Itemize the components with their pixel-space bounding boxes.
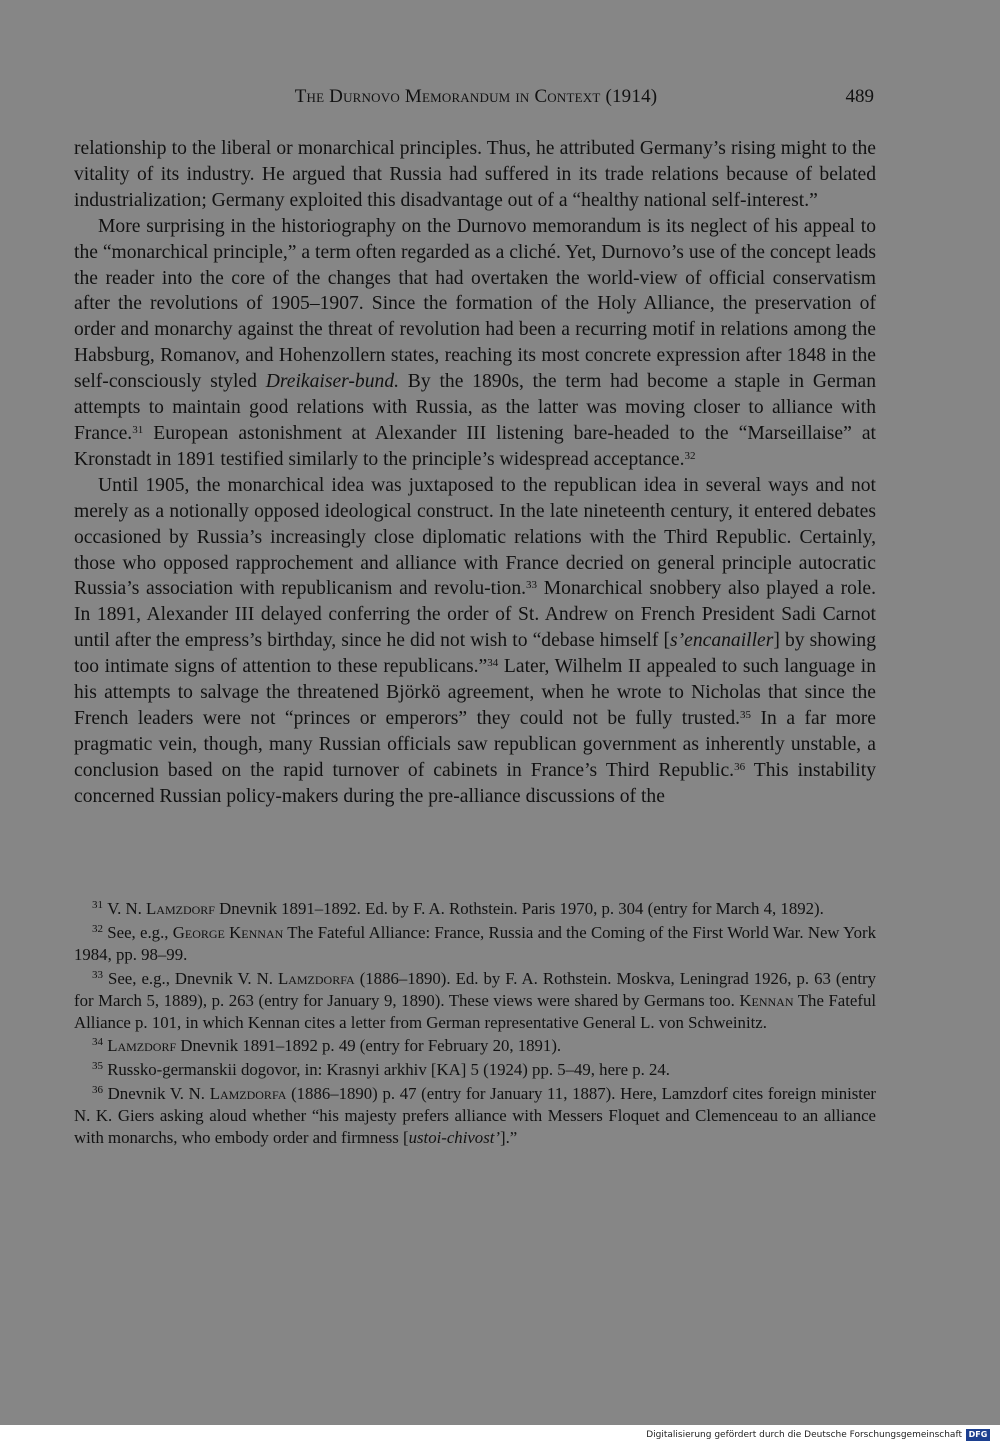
footnote-36 (74, 1083, 876, 1149)
paragraph-2 (74, 214, 876, 473)
footnote-33 (74, 968, 876, 1034)
footnote-author: Lamzdorf (107, 1036, 177, 1056)
footnote-ref-36[interactable]: 36 (734, 760, 746, 773)
footnote-number: 32 (92, 922, 103, 935)
paragraph-1-text: relationship to the liberal or monarchical principles. Thus, he attributed Germany’s rising might to the vitality of its industry. He argued that Russia had suffered in its trade relations because of belated industrialization; Germany exploited this disadvantage out of a “healthy national self-interest.” (74, 138, 876, 211)
paragraph-1 (74, 136, 876, 214)
dreikaiserbund-term: Dreikaiser-bund. (265, 371, 400, 393)
footnote-text: Dnevnik 1891–1892. Ed. by F. A. Rothstein. Paris 1970, p. 304 (entry for March 4, 1892). (214, 899, 824, 918)
page-header (74, 86, 878, 114)
paragraph-3 (74, 473, 876, 810)
paragraph-2-text: More surprising in the historiography on the Durnovo memorandum is its neglect of his appeal to the “monarchical principle,” a term often regarded as a cliché. Yet, Durnovo’s use of the concept leads the reader into the core of the changes that had overtaken the world-view of official conservatism after the revolutions of 1905–1907. Since the formation of the Holy Alliance, the preservation of order and monarchy against the threat of revolution had been a recurring motif in relations among the Habsburg, Romanov, and Hohenzollern states, reaching its most concrete expression after 1848 in the self-consciously styled (74, 215, 876, 393)
footnote-text: (1886–1890) p. 47 (entry for January 11, 1887). Here, Lamzdorf cites foreign minister N. K. Giers asking aloud whether “his majesty prefers alliance with Messers Floquet and Clemenceau to an alliance with monarchs, who embody order and firmness [ (74, 1084, 876, 1148)
footnote-number: 35 (92, 1060, 103, 1073)
footnote-text: The Fateful Alliance: France, Russia and the Coming of the First World War. New York 1984, pp. 98–99. (74, 922, 876, 964)
footnote-ref-35[interactable]: 35 (740, 708, 752, 721)
paragraph-3-text-e: In a far more pragmatic vein, though, many Russian officials saw republican government as inherently unstable, a conclusion based on the rapid turnover of cabinets in France’s Third Republic. (74, 707, 876, 781)
footnote-author: V. N. Lamzdorf (107, 899, 215, 918)
footnote-text: ].” (499, 1128, 518, 1148)
footnote-32 (74, 922, 876, 966)
footnote-text: (1886–1890). Ed. by F. A. Rothstein. Moskva, Leningrad 1926, p. 63 (entry for March 5, 1889), p. 263 (entry for January 9, 1890). These views were shared by Germans too. (74, 968, 876, 1010)
page-number: 489 (845, 86, 874, 107)
footnote-ref-34[interactable]: 34 (487, 657, 499, 670)
footnote-ref-31[interactable]: 31 (132, 423, 144, 436)
paragraph-3-text-b: Monarchical snobbery also played a role. In 1891, Alexander III delayed conferring the order of St. Andrew on French President Sadi Carnot until after the empress’s birthday, since he did not wish to “debase himself [ (74, 578, 876, 652)
footnote-number: 36 (92, 1084, 103, 1097)
paragraph-3-text: Until 1905, the monarchical idea was juxtaposed to the republican idea in several ways and not merely as a notionally opposed ideological construct. In the late nineteenth century, it entered debates occasioned by Russia’s increasingly close diplomatic relations with the Third Republic. Certainly, those who opposed rapprochement and alliance with France decried on general principle autocratic Russia’s association with republicanism and revolu-tion. (74, 474, 876, 600)
funding-credit: Digitalisierung gefördert durch die Deutsche Forschungsgemeinschaft (646, 1430, 962, 1440)
paragraph-3-text-d: Later, Wilhelm II appealed to such language in his attempts to salvage the threatened Björkö agreement, when he wrote to Nicholas that since the French leaders were not “princes or emperors” they could not be fully trusted. (74, 656, 876, 729)
footnote-31 (74, 898, 876, 920)
footnote-number: 33 (92, 968, 103, 981)
digitization-footer (0, 1425, 1000, 1446)
footnote-text: See, e.g., Dnevnik V. N. (103, 968, 278, 988)
footnote-author: Lamzdorfa (209, 1084, 287, 1104)
footnote-author: Kennan (739, 990, 794, 1010)
paragraph-3-text-c: ] by showing too intimate signs of attention to these republicans.” (74, 630, 876, 678)
body-text (74, 136, 876, 810)
running-head: The Durnovo Memorandum in Context (1914) (294, 86, 658, 107)
encanailler-term: s’encanailler (669, 630, 774, 652)
footnote-author: Lamzdorfa (277, 968, 355, 988)
ustoichivost-term: ustoi-chivost’ (408, 1128, 500, 1148)
footnote-ref-32[interactable]: 32 (684, 449, 696, 462)
footnote-34 (74, 1035, 876, 1057)
footnote-text: Dnevnik 1891–1892 p. 49 (entry for February 20, 1891). (176, 1036, 562, 1056)
footnote-35 (74, 1059, 876, 1081)
footnote-text: See, e.g., (103, 922, 173, 942)
footnote-number: 34 (92, 1036, 103, 1049)
footnotes (74, 898, 876, 1151)
paragraph-2-text-b: By the 1890s, the term had become a staple in German attempts to maintain good relations with Russia, as the latter was moving closer to alliance with France. (74, 371, 876, 444)
dfg-logo: DFG (966, 1429, 990, 1441)
paragraph-3-text-f: This instability concerned Russian policy-makers during the pre-alliance discussions of the (74, 759, 876, 807)
footnote-text: The Fateful Alliance p. 101, in which Kennan cites a letter from German representative General L. von Schweinitz. (74, 990, 876, 1032)
footnote-text: Russko-germanskii dogovor, in: Krasnyi arkhiv [KA] 5 (1924) pp. 5–49, here p. 24. (103, 1060, 671, 1080)
footnote-ref-33[interactable]: 33 (526, 579, 538, 592)
paragraph-2-text-c: European astonishment at Alexander III listening bare-headed to the “Marseillaise” at Kronstadt in 1891 testified similarly to the principle’s widespread acceptance. (74, 422, 876, 470)
footnote-author: George Kennan (172, 922, 284, 942)
footnote-number: 31 (92, 899, 103, 911)
footnote-text: Dnevnik V. N. (103, 1084, 210, 1104)
